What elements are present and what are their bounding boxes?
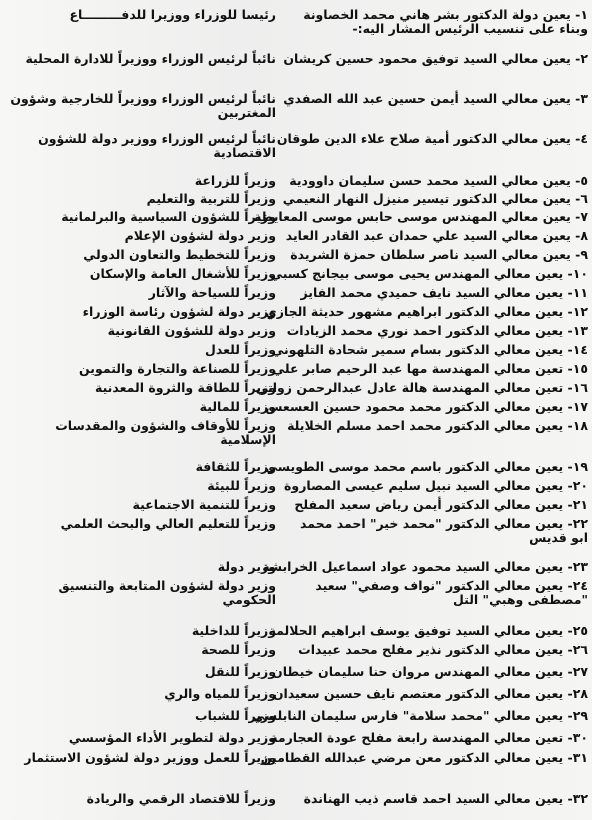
ministerial-post: وزيراً للعدل: [205, 342, 276, 357]
ministerial-post: نائباً لرئيس الوزراء ووزير دولة للشؤون الاقتصادية: [38, 131, 276, 160]
ministerial-post: وزيراً للصناعة والتجارة والتموين: [79, 361, 276, 376]
ministerial-post: وزيراً للأوقاف والشؤون والمقدسات الإسلامية: [55, 418, 276, 447]
appointee-name: ٢- يعين معالي السيد توفيق محمود حسين كريشان: [283, 51, 588, 66]
appointee-name: ٢٥- يعين معالي السيد توفيق يوسف ابراهيم الحلالمة: [268, 623, 588, 638]
ministerial-post: وزيراً للصحة: [201, 642, 276, 657]
appointee-name: ١٠- يعين معالي المهندس يحيى موسى بيجانج كسبي: [270, 266, 588, 281]
appointee-name: ١٤- يعين معالي الدكتور بسام سمير شحادة التلهوني: [271, 342, 588, 357]
appointee-name: ٨- يعين معالي السيد علي حمدان عبد القادر العايد: [285, 228, 588, 243]
ministerial-post: وزيراً للنقل: [204, 664, 276, 679]
ministerial-post: نائباً لرئيس الوزراء ووزيراً للادارة المحلية: [25, 51, 276, 66]
ministerial-post: وزير دولة لتطوير الأداء المؤسسي: [68, 730, 276, 745]
ministerial-post: وزير دولة لشؤون الإعلام: [124, 228, 276, 243]
appointee-name: ٢٦- يعين معالي الدكتور نذير مفلح محمد عبيدات: [298, 642, 588, 657]
ministerial-post: وزيراً للطاقة والثروة المعدنية: [95, 380, 276, 395]
appointee-name: ١٢- يعين معالي الدكتور ابراهيم مشهور حديثة الجازي: [265, 304, 588, 319]
ministerial-post: وزيراً للأشغال العامة والإسكان: [89, 266, 276, 281]
appointee-name: ١٩- يعين معالي الدكتور باسم محمد موسى الطويسي: [265, 459, 588, 474]
appointee-name: ٣٢- يعين معالي السيد احمد قاسم ذيب الهناندة: [303, 791, 588, 806]
appointee-name: ٢٠- يعين معالي السيد نبيل سليم عيسى المصاروة: [284, 478, 588, 493]
ministerial-post: وزير دولة: [217, 559, 276, 574]
appointee-name: ١٣- يعين معالي الدكتور احمد نوري محمد الزيادات: [286, 323, 588, 338]
appointee-name: ٢٩- يعين معالي "محمد سلامة" فارس سليمان النابلسي: [252, 708, 588, 723]
appointee-name: ٤- يعين معالي الدكتور أمية صلاح علاء الدين طوقان: [276, 131, 588, 146]
ministerial-post: وزيراً للتربية والتعليم: [146, 191, 276, 206]
ministerial-post: وزيراً للعمل ووزير دولة لشؤون الاستثمار: [24, 750, 276, 765]
ministerial-post: وزيراً للشباب: [195, 708, 276, 723]
ministerial-post: وزيراً للمالية: [199, 399, 276, 414]
ministerial-post: نائباً لرئيس الوزراء ووزيراً للخارجية وشؤون المغتربين: [10, 91, 276, 120]
appointee-name: ٥- يعين معالي السيد محمد حسن سليمان داوودية: [289, 173, 588, 188]
appointee-name: ٢٧- يعين معالي المهندس مروان حنا سليمان خيطان: [272, 664, 588, 679]
appointee-name: ٩- يعين معالي السيد ناصر سلطان حمزة الشريدة: [290, 247, 588, 262]
appointee-name: ١٦- تعين معالي المهندسة هالة عادل عبدالرحمن زواتي: [255, 380, 588, 395]
ministerial-post: رئيسا للوزراء ووزيرا للدفـــــــــاع: [69, 7, 276, 22]
appointee-name: ٦- يعين معالي الدكتور تيسير منيزل النهار النعيمي: [282, 191, 588, 206]
appointee-name: ١١- يعين معالي السيد نايف حميدي محمد الفايز: [300, 285, 588, 300]
appointee-name: ٣٠- تعين معالي المهندسة رابعة مفلح عودة العجارمة: [270, 730, 588, 745]
appointee-name: ٢١- يعين معالي الدكتور أيمن رياض سعيد المفلح: [294, 497, 588, 512]
appointee-name: ٢٣- يعين معالي السيد محمود عواد اسماعيل الخرابشة: [262, 559, 588, 574]
appointee-name: ١٨- يعين معالي الدكتور محمد احمد مسلم الخلايلة: [287, 418, 588, 433]
ministerial-post: وزيراً للتخطيط والتعاون الدولي: [83, 247, 276, 262]
appointee-name: ٢٨- يعين معالي الدكتور معتصم نايف حسين سعيدان: [272, 686, 588, 701]
ministerial-post: وزيراً للزراعة: [194, 173, 276, 188]
ministerial-post: وزيراً للبيئة: [207, 478, 276, 493]
ministerial-post: وزيراً للمياه والري: [164, 686, 276, 701]
ministerial-post: وزيراً للاقتصاد الرقمي والريادة: [86, 791, 276, 806]
appointee-name: ١- يعين دولة الدكتور بشر هاني محمد الخصاونة وبناء على تنسيب الرئيس المشار اليه:-: [303, 7, 588, 36]
ministerial-post: وزير دولة لشؤون المتابعة والتنسيق الحكومي: [58, 578, 276, 607]
appointee-name: ١٧- يعين معالي الدكتور محمد محمود حسين العسعس: [265, 399, 588, 414]
ministerial-post: وزيراً للسياحة والآثار: [148, 285, 276, 300]
appointee-name: ٢٢- يعين معالي الدكتور "محمد خير" احمد محمد ابو قديس: [300, 516, 588, 545]
ministerial-post: وزيراً للشؤون السياسية والبرلمانية: [61, 209, 276, 224]
ministerial-post: وزيراً للداخلية: [191, 623, 276, 638]
appointee-name: ٣١- يعين معالي الدكتور معن مرضي عبدالله القطامين: [260, 750, 588, 765]
ministerial-post: وزير دولة لشؤون رئاسة الوزراء: [82, 304, 276, 319]
ministerial-post: وزيراً للثقافة: [195, 459, 276, 474]
appointee-name: ٢٤- يعين معالي الدكتور "نواف وصفي" سعيد "مصطفى وهبي" التل: [315, 578, 588, 607]
ministerial-post: وزير دولة للشؤون القانونية: [107, 323, 276, 338]
appointee-name: ١٥- تعين معالي المهندسة مها عبد الرحيم صابر علي: [272, 361, 588, 376]
appointee-name: ٣- يعين معالي السيد أيمن حسين عبد الله الصفدي: [283, 91, 588, 106]
ministerial-post: وزيراً للتعليم العالي والبحث العلمي: [60, 516, 276, 531]
appointee-name: ٧- يعين معالي المهندس موسى حابس موسى المعايطة: [253, 209, 588, 224]
ministerial-post: وزيراً للتنمية الاجتماعية: [132, 497, 276, 512]
